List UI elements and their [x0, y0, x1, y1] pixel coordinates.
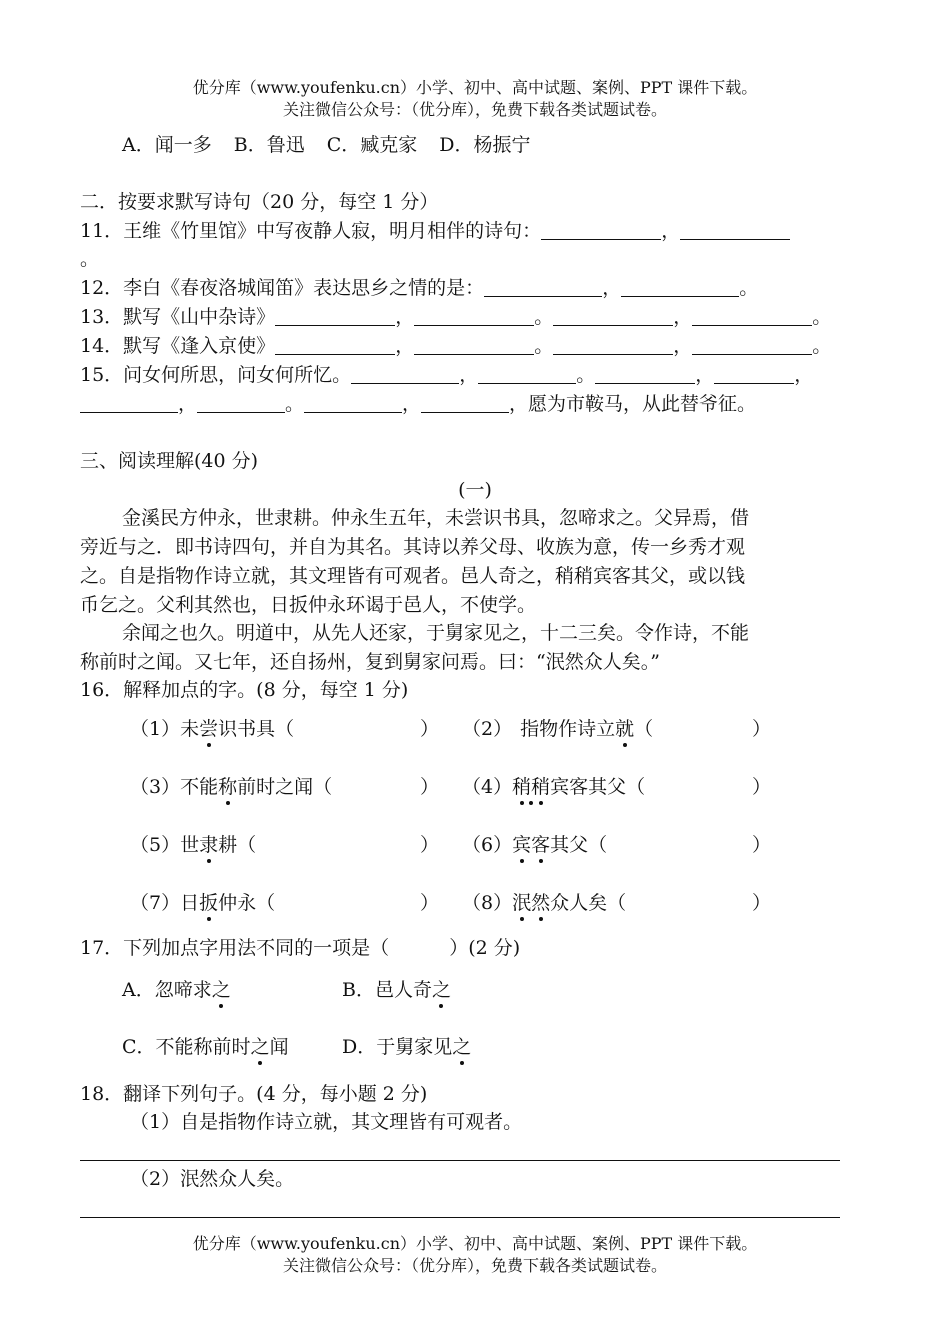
q16-close-7: ） [420, 892, 440, 914]
q16-close-3: ） [420, 776, 440, 798]
q14-blank-3[interactable] [553, 334, 673, 355]
q13-blank-4[interactable] [692, 305, 812, 326]
q11-end-period: 。 [80, 248, 100, 270]
footer-line-1: 优分库（www.youfenku.cn）小学、初中、高中试题、案例、PPT 课件下载。 [192, 1234, 758, 1253]
q12-blank-2[interactable] [621, 276, 739, 297]
item-text: 耕（ [218, 834, 257, 856]
dotted-char: 之 [211, 979, 231, 1001]
q15-end: ，愿为市鞍马，从此替爷征。 [509, 393, 757, 415]
q14-blank-4[interactable] [692, 334, 812, 355]
period: 。 [576, 364, 596, 386]
item-number: （6） [462, 834, 513, 856]
dotted-chars [512, 776, 550, 798]
passage-line-3: 之。自是指物作诗立就，其文理皆有可观者。邑人奇之，稍稍宾客其父，或以钱 [80, 565, 746, 587]
period: 。 [812, 335, 832, 357]
option-text: C．不能称前时 [122, 1036, 251, 1058]
item-number: （7） [130, 892, 181, 914]
q11-blank-2[interactable] [680, 219, 790, 240]
q12 [80, 275, 758, 301]
q16-close-2: ） [752, 718, 772, 740]
answer-line-2[interactable] [80, 1217, 840, 1218]
q13-text: 13．默写《山中杂诗》 [80, 306, 276, 328]
q12-text: 12．李白《春夜洛城闻笛》表达思乡之情的是： [80, 277, 485, 299]
q13-blank-2[interactable] [414, 305, 534, 326]
comma: ， [395, 306, 415, 328]
q14-blank-1[interactable] [275, 334, 395, 355]
q16-item-8 [462, 890, 626, 916]
q16-item-5 [130, 832, 256, 858]
item-number: （3） [130, 776, 181, 798]
item-number: （4） [462, 776, 513, 798]
q15 [80, 362, 813, 388]
comma: ， [178, 393, 198, 415]
period: 。 [739, 277, 759, 299]
item-text: 识书具（ [218, 718, 295, 740]
q15-blank-7[interactable] [304, 392, 402, 413]
q10-option-d: D．杨振宁 [439, 134, 531, 156]
item-text: 不能 [180, 776, 219, 798]
q18-sentence-2: （2）泯然众人矣。 [130, 1168, 295, 1190]
q15-line-2 [80, 391, 756, 417]
passage-line-1: 金溪民方仲永，世隶耕。仲永生五年，未尝识书具，忽啼求之。父异焉，借 [122, 507, 750, 529]
dotted-char: 稍 [512, 776, 532, 798]
q14 [80, 333, 831, 359]
q11-text: 11．王维《竹里馆》中写夜静人寂，明月相伴的诗句： [80, 220, 542, 242]
q14-blank-2[interactable] [414, 334, 534, 355]
q13-blank-1[interactable] [275, 305, 395, 326]
section-2-title: 二．按要求默写诗句（20 分，每空 1 分） [80, 191, 439, 213]
q13-blank-3[interactable] [553, 305, 673, 326]
q15-blank-8[interactable] [421, 392, 509, 413]
q15-blank-2[interactable] [478, 363, 576, 384]
part-label: (一) [458, 479, 492, 501]
header-line-2: 关注微信公众号：（优分库），免费下载各类试题试卷。 [282, 100, 667, 119]
passage-line-2: 旁近与之．即书诗四句，并自为其名。其诗以养父母、收族为意，传一乡秀才观 [80, 536, 746, 558]
dotted-char: 之 [431, 979, 451, 1001]
comma: ， [695, 364, 715, 386]
q17-option-c [122, 1034, 289, 1060]
q16-stem: 16．解释加点的字。(8 分，每空 1 分) [80, 679, 409, 701]
q16-item-6 [462, 832, 607, 858]
item-text: 其父（ [550, 834, 608, 856]
item-text: （ [634, 718, 654, 740]
dotted-char: 称 [218, 776, 238, 798]
q11 [80, 218, 790, 244]
comma: ， [673, 306, 693, 328]
comma: ， [673, 335, 693, 357]
q16-close-1: ） [420, 718, 440, 740]
q15-blank-6[interactable] [197, 392, 285, 413]
item-text: 指物作诗立 [520, 718, 616, 740]
item-text: 众人矣（ [550, 892, 627, 914]
dotted-char: 尝 [199, 718, 219, 740]
answer-line-1[interactable] [80, 1160, 840, 1161]
q13 [80, 304, 831, 330]
period: 。 [534, 306, 554, 328]
q17-option-a [122, 977, 231, 1003]
item-text: 前时之闻（ [237, 776, 333, 798]
header-line-1: 优分库（www.youfenku.cn）小学、初中、高中试题、案例、PPT 课件下载。 [192, 78, 758, 97]
item-number: （5） [130, 834, 181, 856]
option-text: A．忽啼求 [122, 979, 212, 1001]
item-text: 未 [180, 718, 200, 740]
dotted-char: 扳 [199, 892, 219, 914]
comma: ， [402, 393, 422, 415]
q16-item-4 [462, 774, 645, 800]
q17-stem-text: 17．下列加点字用法不同的一项是（ [80, 937, 390, 959]
q16-item-7 [130, 890, 275, 916]
q16-close-8: ） [752, 892, 772, 914]
item-text: 日 [180, 892, 200, 914]
comma: ， [602, 277, 622, 299]
dotted-char: 宾 [512, 834, 532, 856]
section-3-title: 三、阅读理解(40 分) [80, 450, 259, 472]
q15-text: 15．问女何所思，问女何所忆。 [80, 364, 352, 386]
dotted-char: 就 [615, 718, 635, 740]
item-number: （2） [462, 718, 513, 740]
footer-line-2: 关注微信公众号：（优分库），免费下载各类试题试卷。 [282, 1256, 667, 1275]
comma: ， [459, 364, 479, 386]
item-text: 世 [180, 834, 200, 856]
q10-options [122, 132, 530, 158]
option-text: D．于舅家见 [342, 1036, 453, 1058]
dotted-char: 客 [531, 834, 551, 856]
item-text: 宾客其父（ [550, 776, 646, 798]
period: 。 [534, 335, 554, 357]
q16-close-4: ） [752, 776, 772, 798]
q12-blank-1[interactable] [484, 276, 602, 297]
q17-option-b [342, 977, 451, 1003]
passage-line-4: 币乞之。父利其然也，日扳仲永环谒于邑人，不使学。 [80, 594, 537, 616]
q17-option-d [342, 1034, 471, 1060]
q16-item-2 [462, 716, 653, 742]
q10-option-a: A．闻一多 [122, 134, 212, 156]
passage-line-5: 余闻之也久。明道中，从先人还家，于舅家见之，十二三矣。令作诗，不能 [122, 622, 750, 644]
dotted-char: 之 [452, 1036, 472, 1058]
comma: ， [395, 335, 415, 357]
dotted-chars [512, 892, 550, 914]
dotted-char: 隶 [199, 834, 219, 856]
q17-stem-end: ）(2 分) [449, 937, 521, 959]
q10-option-c: C．臧克家 [326, 134, 418, 156]
dotted-char: 然 [531, 892, 551, 914]
item-text: 仲永（ [218, 892, 276, 914]
q16-item-1 [130, 716, 294, 742]
dotted-char: 之 [250, 1036, 270, 1058]
item-number: （8） [462, 892, 513, 914]
period: 。 [812, 306, 832, 328]
option-text: B．邑人奇 [342, 979, 432, 1001]
q17-stem [80, 935, 520, 961]
q18-stem: 18．翻译下列句子。(4 分，每小题 2 分) [80, 1083, 428, 1105]
q15-blank-3[interactable] [595, 363, 695, 384]
comma: ， [794, 364, 814, 386]
passage-line-6: 称前时之闻。又七年，还自扬州，复到舅家问焉。曰：“泯然众人矣。” [80, 651, 660, 673]
q16-close-6: ） [752, 834, 772, 856]
q10-option-b: B．鲁迅 [233, 134, 305, 156]
dotted-char: 泯 [512, 892, 532, 914]
dotted-char: 稍 [531, 776, 551, 798]
q15-blank-4[interactable] [714, 363, 794, 384]
q14-text: 14．默写《逢入京使》 [80, 335, 276, 357]
dotted-chars [512, 834, 550, 856]
q16-close-5: ） [420, 834, 440, 856]
q15-blank-5[interactable] [80, 392, 178, 413]
comma: ， [661, 220, 681, 242]
period: 。 [285, 393, 305, 415]
q15-blank-1[interactable] [351, 363, 459, 384]
option-text: 闻 [269, 1036, 289, 1058]
q11-blank-1[interactable] [541, 219, 661, 240]
q16-item-3 [130, 774, 332, 800]
item-number: （1） [130, 718, 181, 740]
q18-sentence-1: （1）自是指物作诗立就，其文理皆有可观者。 [130, 1111, 523, 1133]
